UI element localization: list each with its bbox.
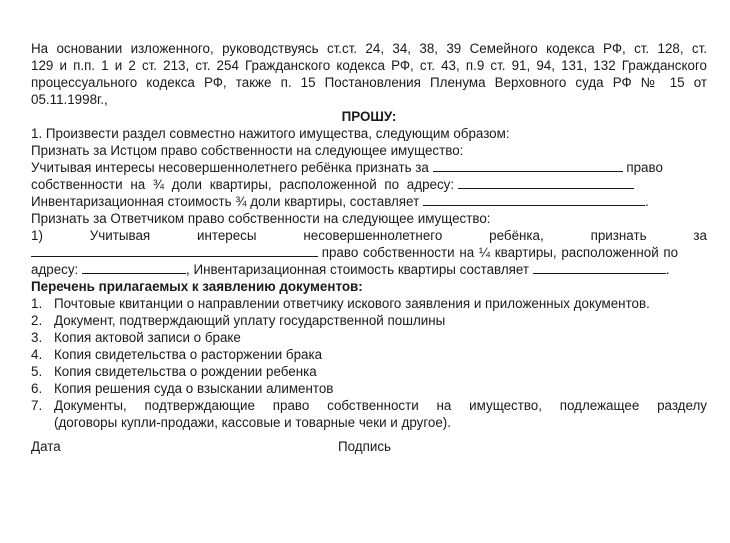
list-item xyxy=(31,295,707,312)
list-item xyxy=(31,397,707,414)
defendant-line-1: 1) Учитывая интересы несовершеннолетнего ребёнка, признать за xyxy=(31,228,707,243)
list-item-text: Документ, подтверждающий уплату государственной пошлины xyxy=(54,313,446,328)
defendant-intro: Признать за Ответчиком право собственности на следующее имущество: xyxy=(31,211,491,226)
defendant-text-3a: адресу: xyxy=(31,262,79,277)
defendant-line-3-end: . xyxy=(665,262,670,277)
signature-label: Подпись xyxy=(338,439,391,454)
request-item-1: 1. Произвести раздел совместно нажитого имущества, следующим образом: xyxy=(31,126,510,141)
defendant-name-blank xyxy=(31,244,318,257)
list-item-number: 7. xyxy=(31,398,43,413)
intro-line-1: На основании изложенного, руководствуясь ст.ст. 24, 34, 38, 39 Семейного кодекса РФ, ст. 128, ст. xyxy=(31,41,707,56)
list-item-continuation: (договоры купли-продажи, кассовые и товарные чеки и другое). xyxy=(54,415,451,430)
defendant-value-blank xyxy=(533,261,666,274)
plaintiff-name-blank xyxy=(433,159,623,172)
defendant-line-3 xyxy=(31,261,707,278)
request-heading: ПРОШУ: xyxy=(341,109,397,124)
defendant-text-3b: , Инвентаризационная стоимость квартиры составляет xyxy=(186,262,530,277)
plaintiff-value-blank xyxy=(423,193,645,206)
list-item xyxy=(31,380,707,397)
plaintiff-line-2 xyxy=(31,176,707,193)
intro-line-3: процессуального кодекса РФ, также п. 15 Постановления Пленума Верховного суда РФ № 15 от xyxy=(31,75,707,90)
attachments-list xyxy=(31,295,707,431)
list-item-number: 6. xyxy=(31,381,43,396)
plaintiff-text-2: собственности на ¾ доли квартиры, расположенной по адресу: xyxy=(31,177,455,192)
date-label: Дата xyxy=(31,439,61,454)
defendant-text-2: право собственности на ¼ квартиры, расположенной по xyxy=(321,245,679,260)
plaintiff-text-3: Инвентаризационная стоимость ¾ доли квартиры, составляет xyxy=(31,194,420,209)
list-item xyxy=(31,346,707,363)
plaintiff-line-3 xyxy=(31,193,707,210)
attachments-heading: Перечень прилагаемых к заявлению документов: xyxy=(31,279,363,294)
intro-line-4: 05.11.1998г., xyxy=(31,92,108,107)
plaintiff-intro: Признать за Истцом право собственности на следующее имущество: xyxy=(31,143,464,158)
defendant-line-2 xyxy=(31,244,707,261)
plaintiff-text-1: Учитывая интересы несовершеннолетнего ребёнка признать за xyxy=(31,160,429,175)
plaintiff-text-1b: право xyxy=(626,160,663,175)
list-item-text: Документы, подтверждающие право собственности на имущество, подлежащее разделу xyxy=(54,398,707,413)
list-item xyxy=(31,363,707,380)
list-item-number: 2. xyxy=(31,313,43,328)
defendant-address-blank xyxy=(82,261,186,274)
plaintiff-line-1 xyxy=(31,159,707,176)
plaintiff-line-3-end: . xyxy=(644,194,649,209)
list-item-text: Копия свидетельства о рождении ребенка xyxy=(54,364,317,379)
list-item xyxy=(31,329,707,346)
list-item-text: Почтовые квитанции о направлении ответчику искового заявления и приложенных документов. xyxy=(54,296,650,311)
plaintiff-address-blank xyxy=(458,176,634,189)
document-body xyxy=(31,40,707,431)
list-item-number: 5. xyxy=(31,364,43,379)
list-item-number: 1. xyxy=(31,296,43,311)
list-item-text: Копия свидетельства о расторжении брака xyxy=(54,347,323,362)
list-item-number: 4. xyxy=(31,347,43,362)
list-item xyxy=(31,312,707,329)
list-item-text: Копия решения суда о взыскании алиментов xyxy=(54,381,334,396)
intro-line-2: 129 и п.п. 1 и 2 ст. 213, ст. 254 Гражданского кодекса РФ, ст. 43, п.9 ст. 91, 94, 131, 132 Гражданского xyxy=(31,58,707,73)
list-item-number: 3. xyxy=(31,330,43,345)
list-item-text: Копия актовой записи о браке xyxy=(54,330,241,345)
